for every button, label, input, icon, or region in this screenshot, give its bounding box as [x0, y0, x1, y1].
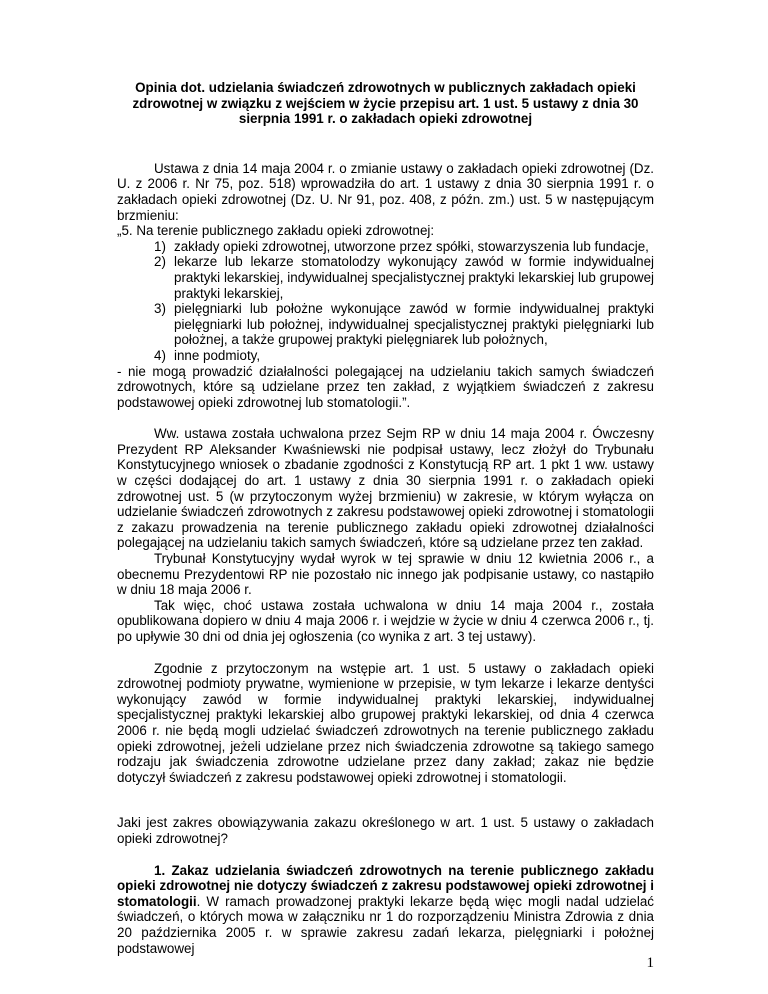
point-1-text: . W ramach prowadzonej praktyki lekarze będą więc mogli nadal udzielać świadczeń, o których mowa w załączniku nr 1 do rozporządzeniu Ministra Zdrowia z dnia 20 października 2005 r. w sprawie zakresu zadań lekarza, pielęgniarki i położnej podstawowej [117, 893, 654, 956]
history-paragraph-3: Tak więc, choć ustawa została uchwalona w dniu 14 maja 2004 r., została opublikowana dopiero w dniu 4 maja 2006 r. i wejdzie w życie w dniu 4 czerwca 2006 r., tj. po upływie 30 dni od dnia jej ogłoszenia (co wynika z art. 3 tej ustawy). [117, 597, 654, 644]
page-number: 1 [646, 955, 654, 972]
history-paragraph-2: Trybunał Konstytucyjny wydał wyrok w tej sprawie w dniu 12 kwietnia 2006 r., a obecnemu Prezydentowi RP nie pozostało nic innego jak podpisanie ustawy, co nastąpiło w dniu 18 maja 2006 r. [117, 551, 654, 598]
quote-start: „5. Na terenie publicznego zakładu opieki zdrowotnej: [117, 223, 435, 239]
list-item-text: zakłady opieki zdrowotnej, utworzone przez spółki, stowarzyszenia lub fundacje, [174, 238, 649, 254]
list-item [154, 301, 654, 348]
list-item [154, 254, 654, 301]
point-1-bold: 1. Zakaz udzielania świadczeń zdrowotnych na terenie publicznego zakładu opieki zdrowotnej nie dotyczy świadczeń z zakresu podstawowej opieki zdrowotnej i stomatologii [117, 862, 654, 909]
document-title: Opinia dot. udzielania świadczeń zdrowotnych w publicznych zakładach opieki zdrowotnej w związku z wejściem w życie przepisu art. 1 ust. 5 ustawy z dnia 30 sierpnia 1991 r. o zakładach opieki zdrowotnej [132, 80, 639, 127]
question-paragraph: Jaki jest zakres obowiązywania zakazu określonego w art. 1 ust. 5 ustawy o zakładach opieki zdrowotnej? [117, 815, 654, 846]
list-item-number: 3) [154, 301, 166, 317]
provision-list [117, 239, 654, 364]
list-item-text: pielęgniarki lub położne wykonujące zawód w formie indywidualnej praktyki pielęgniarki lub położnej, indywidualnej specjalistycznej praktyki pielęgniarki lub położnej, a także grupowej praktyki pielęgniarek lub położnych, [174, 301, 654, 348]
list-item-number: 2) [154, 254, 166, 270]
quote-end: - nie mogą prowadzić działalności polegającej na udzielaniu takich samych świadczeń zdrowotnych, które są udzielane przez ten zakład, z wyjątkiem świadczeń z zakresu podstawowej opieki zdrowotnej lub stomatologii.”. [117, 363, 654, 410]
history-paragraph-1: Ww. ustawa została uchwalona przez Sejm RP w dniu 14 maja 2004 r. Ówczesny Prezydent RP Aleksander Kwaśniewski nie podpisał ustawy, lecz złożył do Trybunału Konstytucyjnego wniosek o zbadanie zgodności z Konstytucją RP art. 1 pkt 1 ww. ustawy w części dodającej do art. 1 ustawy z dnia 30 sierpnia 1991 r. o zakładach opieki zdrowotnej ust. 5 (w przytoczonym wyżej brzmieniu) w zakresie, w którym wyłącza on udzielanie świadczeń zdrowotnych z zakresu podstawowej opieki zdrowotnej i stomatologii z zakazu prowadzenia na terenie publicznego zakładu opieki zdrowotnej działalności polegającej na udzielaniu takich samych świadczeń, które są udzielane przez ten zakład. [117, 426, 654, 551]
list-item-number: 4) [154, 347, 166, 363]
point-1-paragraph [117, 863, 654, 957]
list-item [154, 348, 654, 364]
list-item [154, 239, 654, 255]
conclusion-paragraph: Zgodnie z przytoczonym na wstępie art. 1 ust. 5 ustawy o zakładach opieki zdrowotnej podmioty prywatne, wymienione w przepisie, w tym lekarze i lekarze dentyści wykonujący zawód w formie indywidualnej praktyki lekarskiej, indywidualnej specjalistycznej praktyki lekarskiej albo grupowej praktyki lekarskiej, od dnia 4 czerwca 2006 r. nie będą mogli udzielać świadczeń zdrowotnych na terenie publicznego zakładu opieki zdrowotnej, jeżeli udzielane przez nich świadczenia zdrowotne są takiego samego rodzaju jak świadczenia zdrowotne udzielane przez dany zakład; zakaz nie będzie dotyczył świadczeń z zakresu podstawowej opieki zdrowotnej i stomatologii. [117, 660, 654, 785]
intro-paragraph: Ustawa z dnia 14 maja 2004 r. o zmianie ustawy o zakładach opieki zdrowotnej (Dz. U. z 2006 r. Nr 75, poz. 518) wprowadziła do art. 1 ustawy z dnia 30 sierpnia 1991 r. o zakładach opieki zdrowotnej (Dz. U. Nr 91, poz. 408, z późn. zm.) ust. 5 w następującym brzmieniu: [117, 160, 654, 223]
list-item-number: 1) [154, 238, 166, 254]
list-item-text: inne podmioty, [174, 347, 261, 363]
list-item-text: lekarze lub lekarze stomatolodzy wykonujący zawód w formie indywidualnej praktyki lekarskiej, indywidualnej specjalistycznej praktyki lekarskiej lub grupowej praktyki lekarskiej, [174, 254, 654, 301]
